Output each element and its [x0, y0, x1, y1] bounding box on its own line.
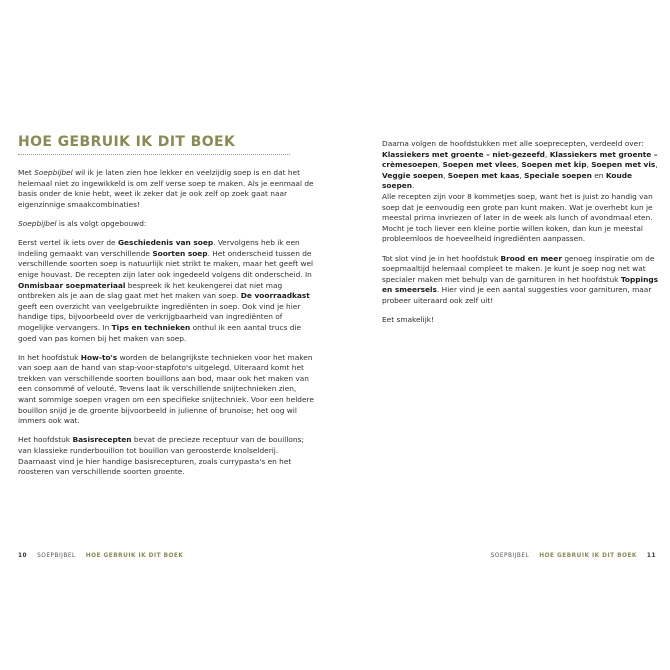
paragraph: Het hoofdstuk Basisrecepten bevat de precieze receptuur van de bouillons; van klassieke runderbouillon tot bouillon van geroosterde knolselderij. Daarnaast vind je hier handige basisrecepturen, zoals currypasta's en het roosteren van verschillende soorten groente. — [18, 435, 304, 477]
footer-right — [491, 553, 656, 559]
paragraph: Tot slot vind je in het hoofdstuk Brood en meer genoeg inspiratie om de soepmaaltijd helemaal compleet te maken. Je kunt je soep nog net wat specialer maken met behulp van de garnituren in het hoofdstuk Toppings en smeersels. Hier vind je een aantal suggesties voor garnituren, maar probeer uiteraard ook zelf uit! — [382, 253, 659, 305]
paragraph: Eet smakelijk! — [382, 315, 435, 325]
section-name: HOE GEBRUIK IK DIT BOEK — [539, 553, 637, 559]
book-name: SOEPBIJBEL — [37, 553, 76, 559]
page-number: 10 — [18, 553, 28, 559]
paragraph: In het hoofdstuk How-to's worden de belangrijkste technieken voor het maken van soep aan de hand van stap-voor-stapfoto's uitgelegd. Uiteraard komt het trekken van verschillende soorten bouillons aan bod, maar ook het maken van een consommé of velouté. Tevens laat ik verschillende snijtechnieken zien, want sommige soepen vragen om een specifieke snijtechniek. Voor een heldere bouillon snijd je de groente bijvoorbeeld in julienne of brunoise; het oog wil immers ook wat. — [18, 352, 314, 426]
title-divider — [18, 154, 290, 155]
left-column — [18, 168, 314, 486]
paragraph: Daarna volgen de hoofdstukken met alle soeprecepten, verdeeld over: Klassiekers met groente – niet-gezeefd, Klassiekers met groente – crèmesoepen, Soepen met vlees, Soepen met kip, Soepen met vis, Veggie soepen, Soepen met kaas, Speciale soepen en Koude soepen. Alle recepten zijn voor 8 kommetjes soep, want het is juist zo handig van soep dat je eenvoudig een grote pan kunt maken. Wat je overhebt kun je meestal prima invriezen of later in de week als lunch of avondmaal eten. Mocht je toch liever een kleine portie willen koken, dan kun je meestal probleemloos de hoeveelheid ingrediënten aanpassen. — [382, 139, 658, 244]
book-name: SOEPBIJBEL — [490, 553, 530, 559]
page-number: 11 — [646, 553, 656, 559]
page-title: HOE GEBRUIK IK DIT BOEK — [18, 134, 236, 150]
right-column — [382, 139, 660, 334]
paragraph: Met Soepbijbel wil ik je laten zien hoe lekker en veelzijdig soep is en dat het helemaal niet zo ingewikkeld is om zelf verse soep te maken. Als je eenmaal de basis onder de knie hebt, weet ik zeker dat je ook zelf op zoek gaat naar eigenzinnige smaakcombinaties! — [18, 168, 314, 209]
paragraph: Soepbijbel is als volgt opgebouwd: — [18, 218, 147, 228]
footer-left — [18, 553, 183, 559]
paragraph: Eerst vertel ik iets over de Geschiedenis van soep. Vervolgens heb ik een indeling gemaakt van verschillende Soorten soep. Het onderscheid tussen de verschillende soorten soep is natuurlijk niet strikt te maken, maar het geeft wel enige houvast. De recepten zijn later ook ingedeeld volgens dit onderscheid. In Onmisbaar soepmateriaal bespreek ik het keukengerei dat niet mag ontbreken als je aan de slag gaat met het maken van soep. De voorraadkast geeft een overzicht van veelgebruikte ingrediënten in soep. Ook vind je hier handige tips, bijvoorbeeld over de verkrijgbaarheid van ingrediënten of mogelijke vervangers. In Tips en technieken onthul ik een aantal trucs die goed van pas komen bij het maken van soep. — [18, 238, 314, 343]
section-name: HOE GEBRUIK IK DIT BOEK — [85, 553, 184, 559]
